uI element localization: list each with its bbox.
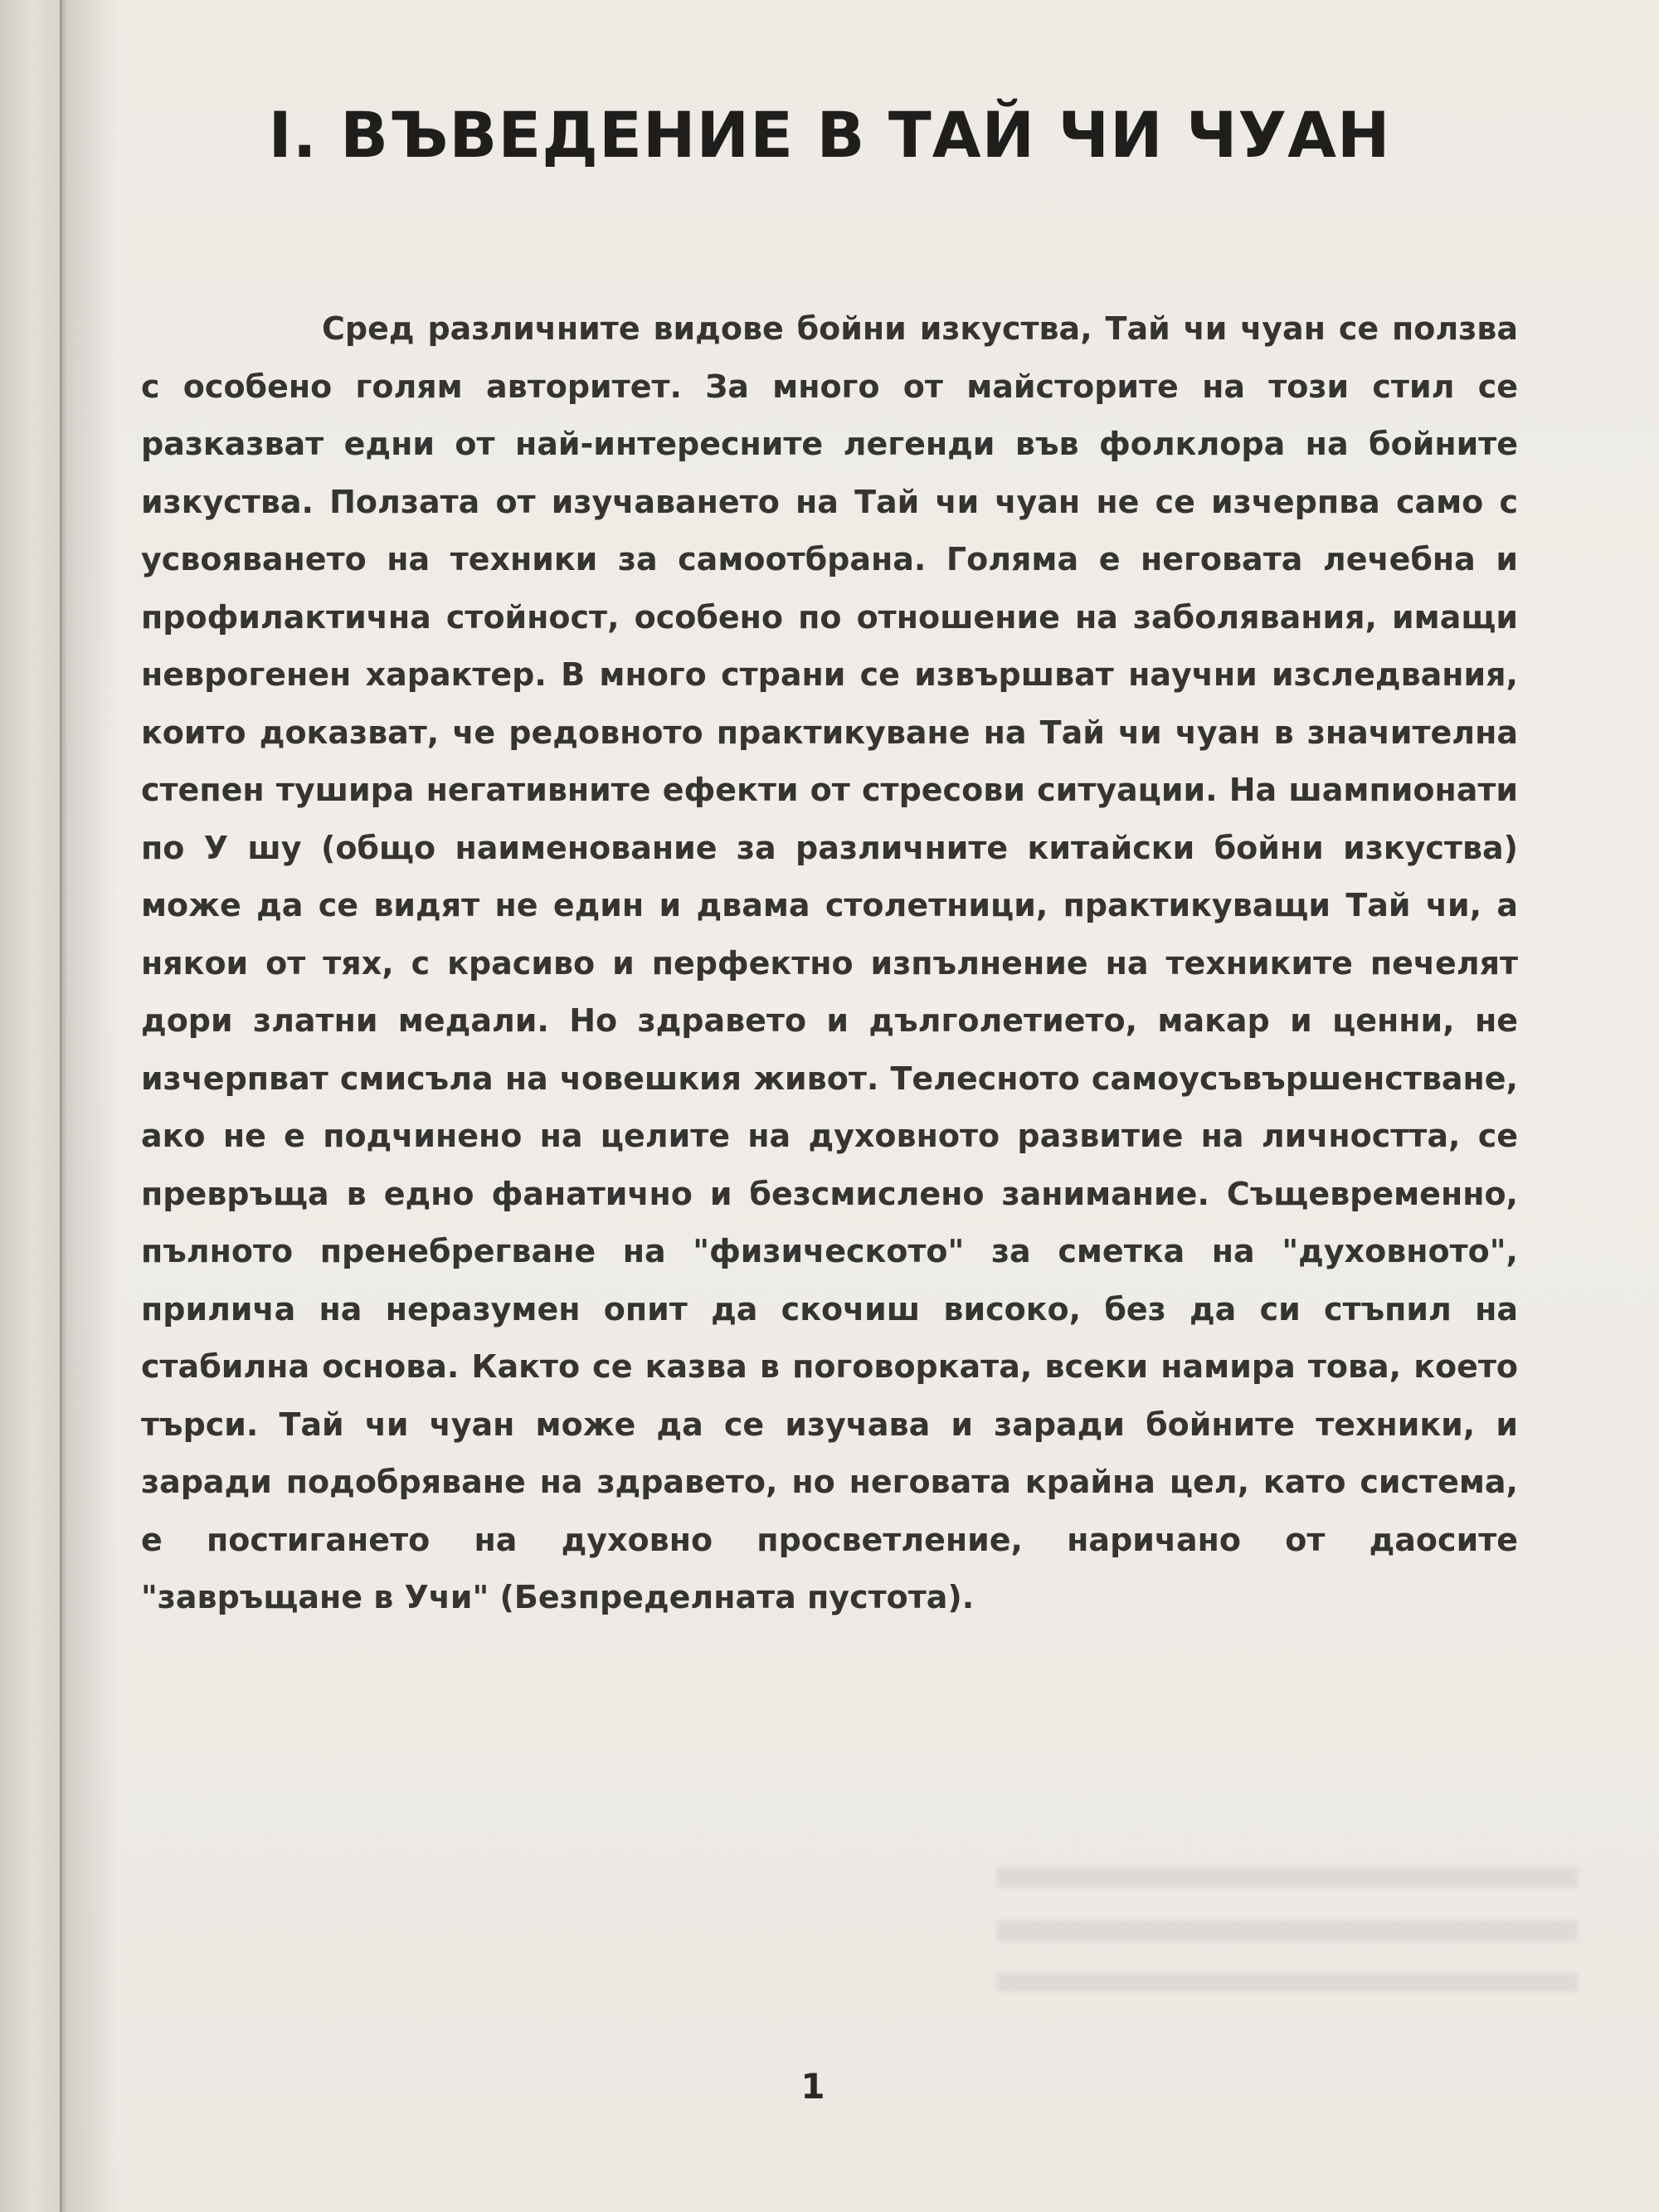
previous-page-strip bbox=[0, 0, 60, 2212]
show-through-text bbox=[997, 1867, 1578, 1991]
page-number: 1 bbox=[800, 2066, 825, 2107]
chapter-heading: I. ВЪВЕДЕНИЕ В ТАЙ ЧИ ЧУАН bbox=[268, 98, 1391, 172]
body-paragraph: Сред различните видове бойни изкуства, Тай чи чуан се ползва с особено голям авторитет. За много от майсторите на този стил се разказват едни от най-интересните легенди във фолклора на бойните изкуства. Ползата от изучаването на Тай чи чуан не се изчерпва само с усвояването на техники за самоотбрана. Голяма е неговата лечебна и профилактична стойност, особено по отношение на заболявания, имащи неврогенен характер. В много страни се извършват научни изследвания, които доказват, че редовното практикуване на Тай чи чуан в значителна степен тушира негативните ефекти от стресови ситуации. На шампионати по У шу (общо наименование за различните китайски бойни изкуства) може да се видят не един и двама столетници, практикуващи Тай чи, а някои от тях, с красиво и перфектно изпълнение на техниките печелят дори златни медали. Но здравето и дълголетието, макар и ценни, не изчерпват смисъла на човешкия живот. Телесното самоусъвършенстване, ако не е подчинено на целите на духовното развитие на личността, се превръща в едно фанатично и безсмислено занимание. Същевременно, пълното пренебрегване на "физическото" за сметка на "духовното", прилича на неразумен опит да скочиш високо, без да си стъпил на стабилна основа. Както се казва в поговорката, всеки намира това, което търси. Тай чи чуан може да се изучава и заради бойните техники, и заради подобряване на здравето, но неговата крайна цел, като система, е постигането на духовно просветление, наричано от даосите "завръщане в Учи" (Безпределната пустота). bbox=[141, 310, 1518, 1615]
page-edge bbox=[60, 0, 68, 2212]
